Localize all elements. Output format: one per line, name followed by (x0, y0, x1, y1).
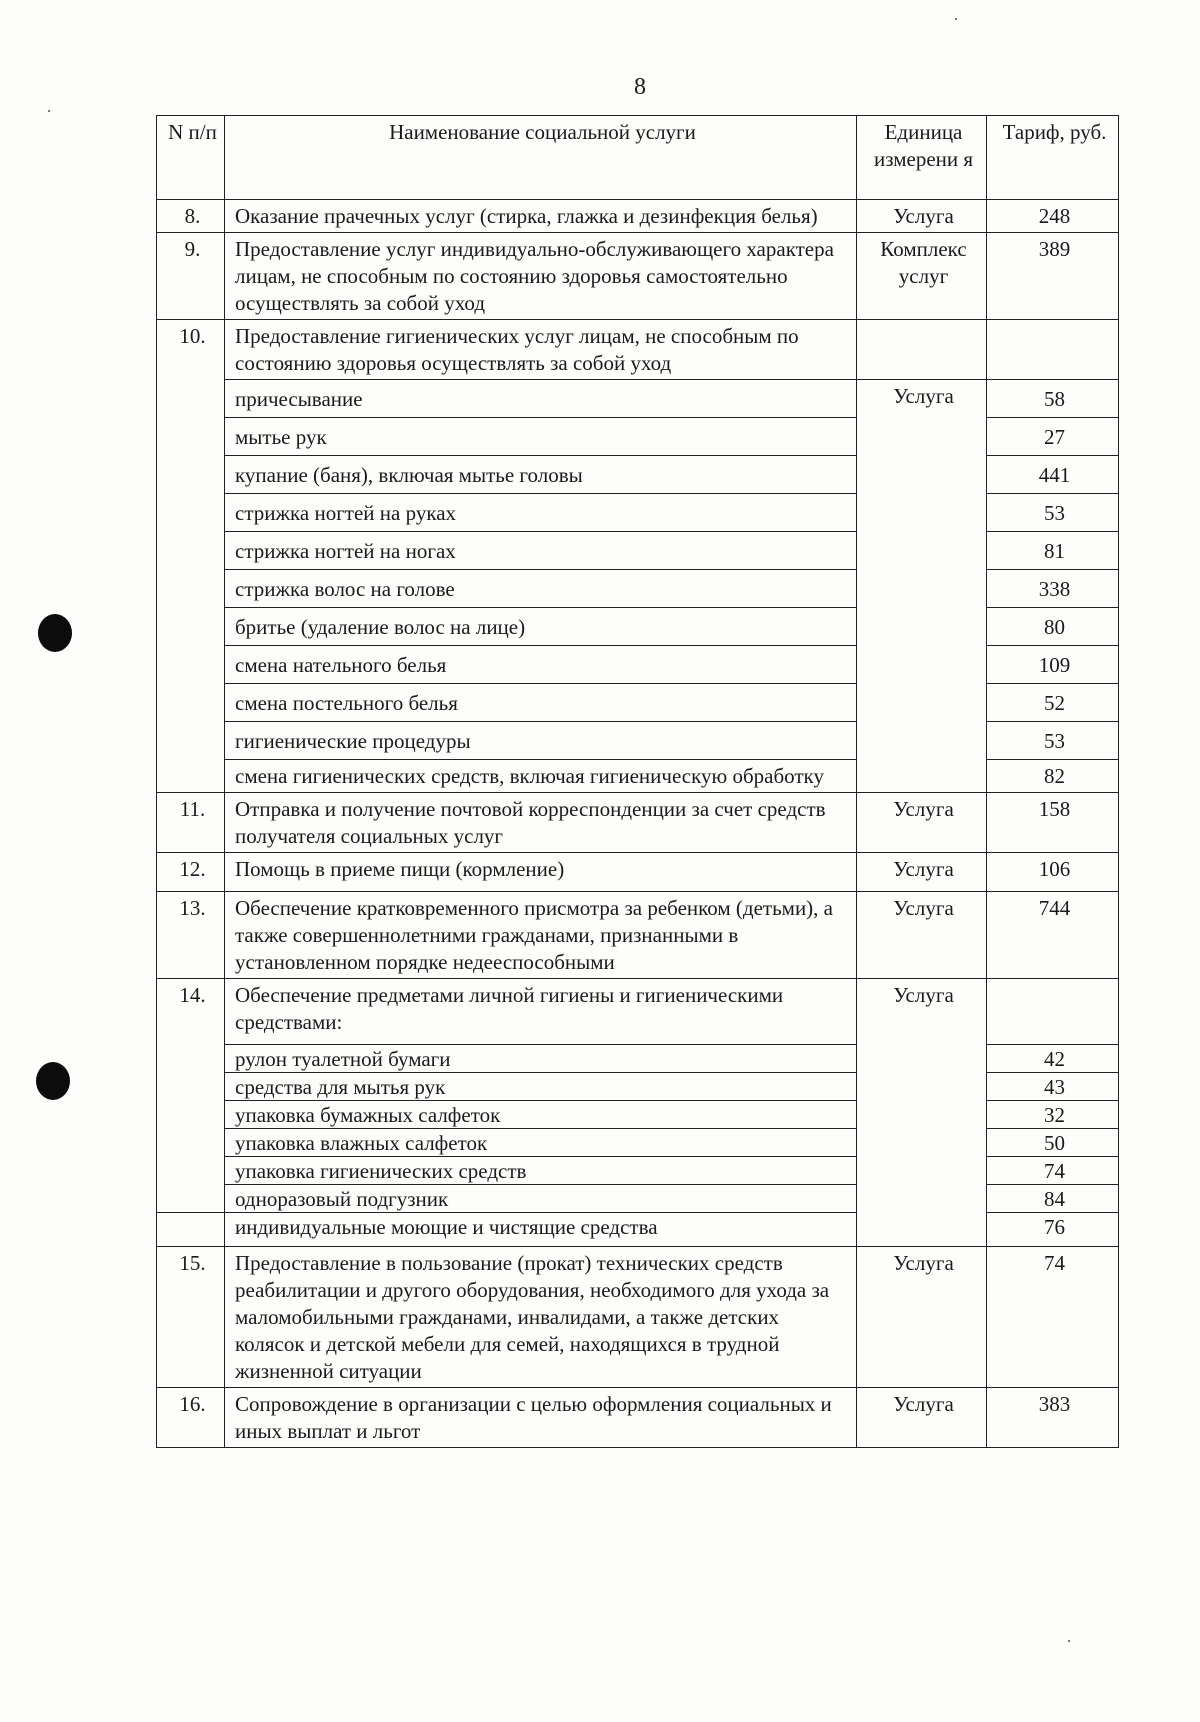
sub-item-name: упаковка гигиенических средств (225, 1157, 857, 1185)
tariff-value: 43 (987, 1073, 1119, 1101)
row-number: 16. (157, 1388, 225, 1448)
sub-item-name: стрижка ногтей на руках (225, 494, 857, 532)
scan-speck (48, 110, 50, 112)
row-number: 14. (157, 979, 225, 1213)
tariff-value: 32 (987, 1101, 1119, 1129)
table-row (157, 320, 1119, 380)
tariff-value: 76 (987, 1213, 1119, 1247)
row-number: 8. (157, 200, 225, 233)
unit-of-measure: Услуга (857, 380, 987, 793)
service-name: Предоставление гигиенических услуг лицам, не способным по состоянию здоровья осуществлять за собой уход (225, 320, 857, 380)
unit-of-measure: Комплекс услуг (857, 233, 987, 320)
tariff-value: 80 (987, 608, 1119, 646)
sub-item-name: упаковка влажных салфеток (225, 1129, 857, 1157)
service-name: Помощь в приеме пищи (кормление) (225, 853, 857, 892)
table-row (157, 1247, 1119, 1388)
header-num: N п/п (157, 116, 225, 200)
row-number: 12. (157, 853, 225, 892)
unit-of-measure: Услуга (857, 853, 987, 892)
table-row (157, 853, 1119, 892)
sub-item-name: средства для мытья рук (225, 1073, 857, 1101)
service-name: Сопровождение в организации с целью оформления социальных и иных выплат и льгот (225, 1388, 857, 1448)
sub-item-name: причесывание (225, 380, 857, 418)
tariff-value: 383 (987, 1388, 1119, 1448)
service-name: Предоставление в пользование (прокат) технических средств реабилитации и другого оборудования, необходимого для ухода за маломобильными гражданами, инвалидами, а также детских колясок и детской мебели для семей, находящихся в трудной жизненной ситуации (225, 1247, 857, 1388)
empty-cell (857, 320, 987, 380)
tariff-value: 389 (987, 233, 1119, 320)
punch-hole-lower (36, 1062, 70, 1100)
sub-item-name: бритье (удаление волос на лице) (225, 608, 857, 646)
service-name: Отправка и получение почтовой корреспонденции за счет средств получателя социальных услуг (225, 793, 857, 853)
tariff-value: 52 (987, 684, 1119, 722)
tariff-value: 74 (987, 1157, 1119, 1185)
tariff-table (156, 115, 1119, 1448)
sub-item-name: смена гигиенических средств, включая гигиеническую обработку (225, 760, 857, 793)
row-number: 11. (157, 793, 225, 853)
tariff-value: 74 (987, 1247, 1119, 1388)
empty-cell (987, 320, 1119, 380)
tariff-value: 53 (987, 722, 1119, 760)
page-number: 8 (634, 74, 646, 100)
sub-item-name: индивидуальные моющие и чистящие средства (225, 1213, 857, 1247)
tariff-value: 441 (987, 456, 1119, 494)
table-row (157, 892, 1119, 979)
sub-item-name: стрижка ногтей на ногах (225, 532, 857, 570)
sub-item-name: стрижка волос на голове (225, 570, 857, 608)
punch-hole-upper (38, 614, 72, 652)
unit-of-measure: Услуга (857, 200, 987, 233)
tariff-value: 58 (987, 380, 1119, 418)
row-number: 15. (157, 1247, 225, 1388)
row-number: 10. (157, 320, 225, 793)
scan-speck (955, 18, 957, 20)
sub-item-row (157, 380, 1119, 418)
sub-item-name: гигиенические процедуры (225, 722, 857, 760)
table-row (157, 200, 1119, 233)
tariff-value: 744 (987, 892, 1119, 979)
sub-item-name: мытье рук (225, 418, 857, 456)
tariff-value: 248 (987, 200, 1119, 233)
row-number: 13. (157, 892, 225, 979)
service-name: Обеспечение предметами личной гигиены и гигиеническими средствами: (225, 979, 857, 1045)
sub-item-name: купание (баня), включая мытье головы (225, 456, 857, 494)
tariff-value: 53 (987, 494, 1119, 532)
tariff-value: 42 (987, 1045, 1119, 1073)
sub-item-name: смена постельного белья (225, 684, 857, 722)
tariff-value: 158 (987, 793, 1119, 853)
service-name: Обеспечение кратковременного присмотра за ребенком (детьми), а также совершеннолетними гражданами, признанными в установленном порядке недееспособными (225, 892, 857, 979)
tariff-value: 109 (987, 646, 1119, 684)
unit-of-measure: Услуга (857, 979, 987, 1247)
empty-cell (987, 979, 1119, 1045)
header-unit: Единица измерени я (857, 116, 987, 200)
sub-item-name: упаковка бумажных салфеток (225, 1101, 857, 1129)
tariff-value: 81 (987, 532, 1119, 570)
sub-item-name: смена нательного белья (225, 646, 857, 684)
tariff-value: 84 (987, 1185, 1119, 1213)
sub-item-name: одноразовый подгузник (225, 1185, 857, 1213)
unit-of-measure: Услуга (857, 892, 987, 979)
service-name: Предоставление услуг индивидуально-обслуживающего характера лицам, не способным по состоянию здоровья самостоятельно осуществлять за собой уход (225, 233, 857, 320)
sub-item-name: рулон туалетной бумаги (225, 1045, 857, 1073)
tariff-value: 82 (987, 760, 1119, 793)
table-row (157, 793, 1119, 853)
scan-speck (1068, 1640, 1070, 1642)
tariff-value: 106 (987, 853, 1119, 892)
service-name: Оказание прачечных услуг (стирка, глажка и дезинфекция белья) (225, 200, 857, 233)
empty-cell (157, 1213, 225, 1247)
table-header-row (157, 116, 1119, 200)
unit-of-measure: Услуга (857, 1388, 987, 1448)
tariff-value: 27 (987, 418, 1119, 456)
table-row (157, 233, 1119, 320)
row-number: 9. (157, 233, 225, 320)
tariff-value: 338 (987, 570, 1119, 608)
unit-of-measure: Услуга (857, 793, 987, 853)
unit-of-measure: Услуга (857, 1247, 987, 1388)
tariff-value: 50 (987, 1129, 1119, 1157)
table-row (157, 1388, 1119, 1448)
table-row (157, 979, 1119, 1045)
header-name: Наименование социальной услуги (225, 116, 857, 200)
header-tariff: Тариф, руб. (987, 116, 1119, 200)
